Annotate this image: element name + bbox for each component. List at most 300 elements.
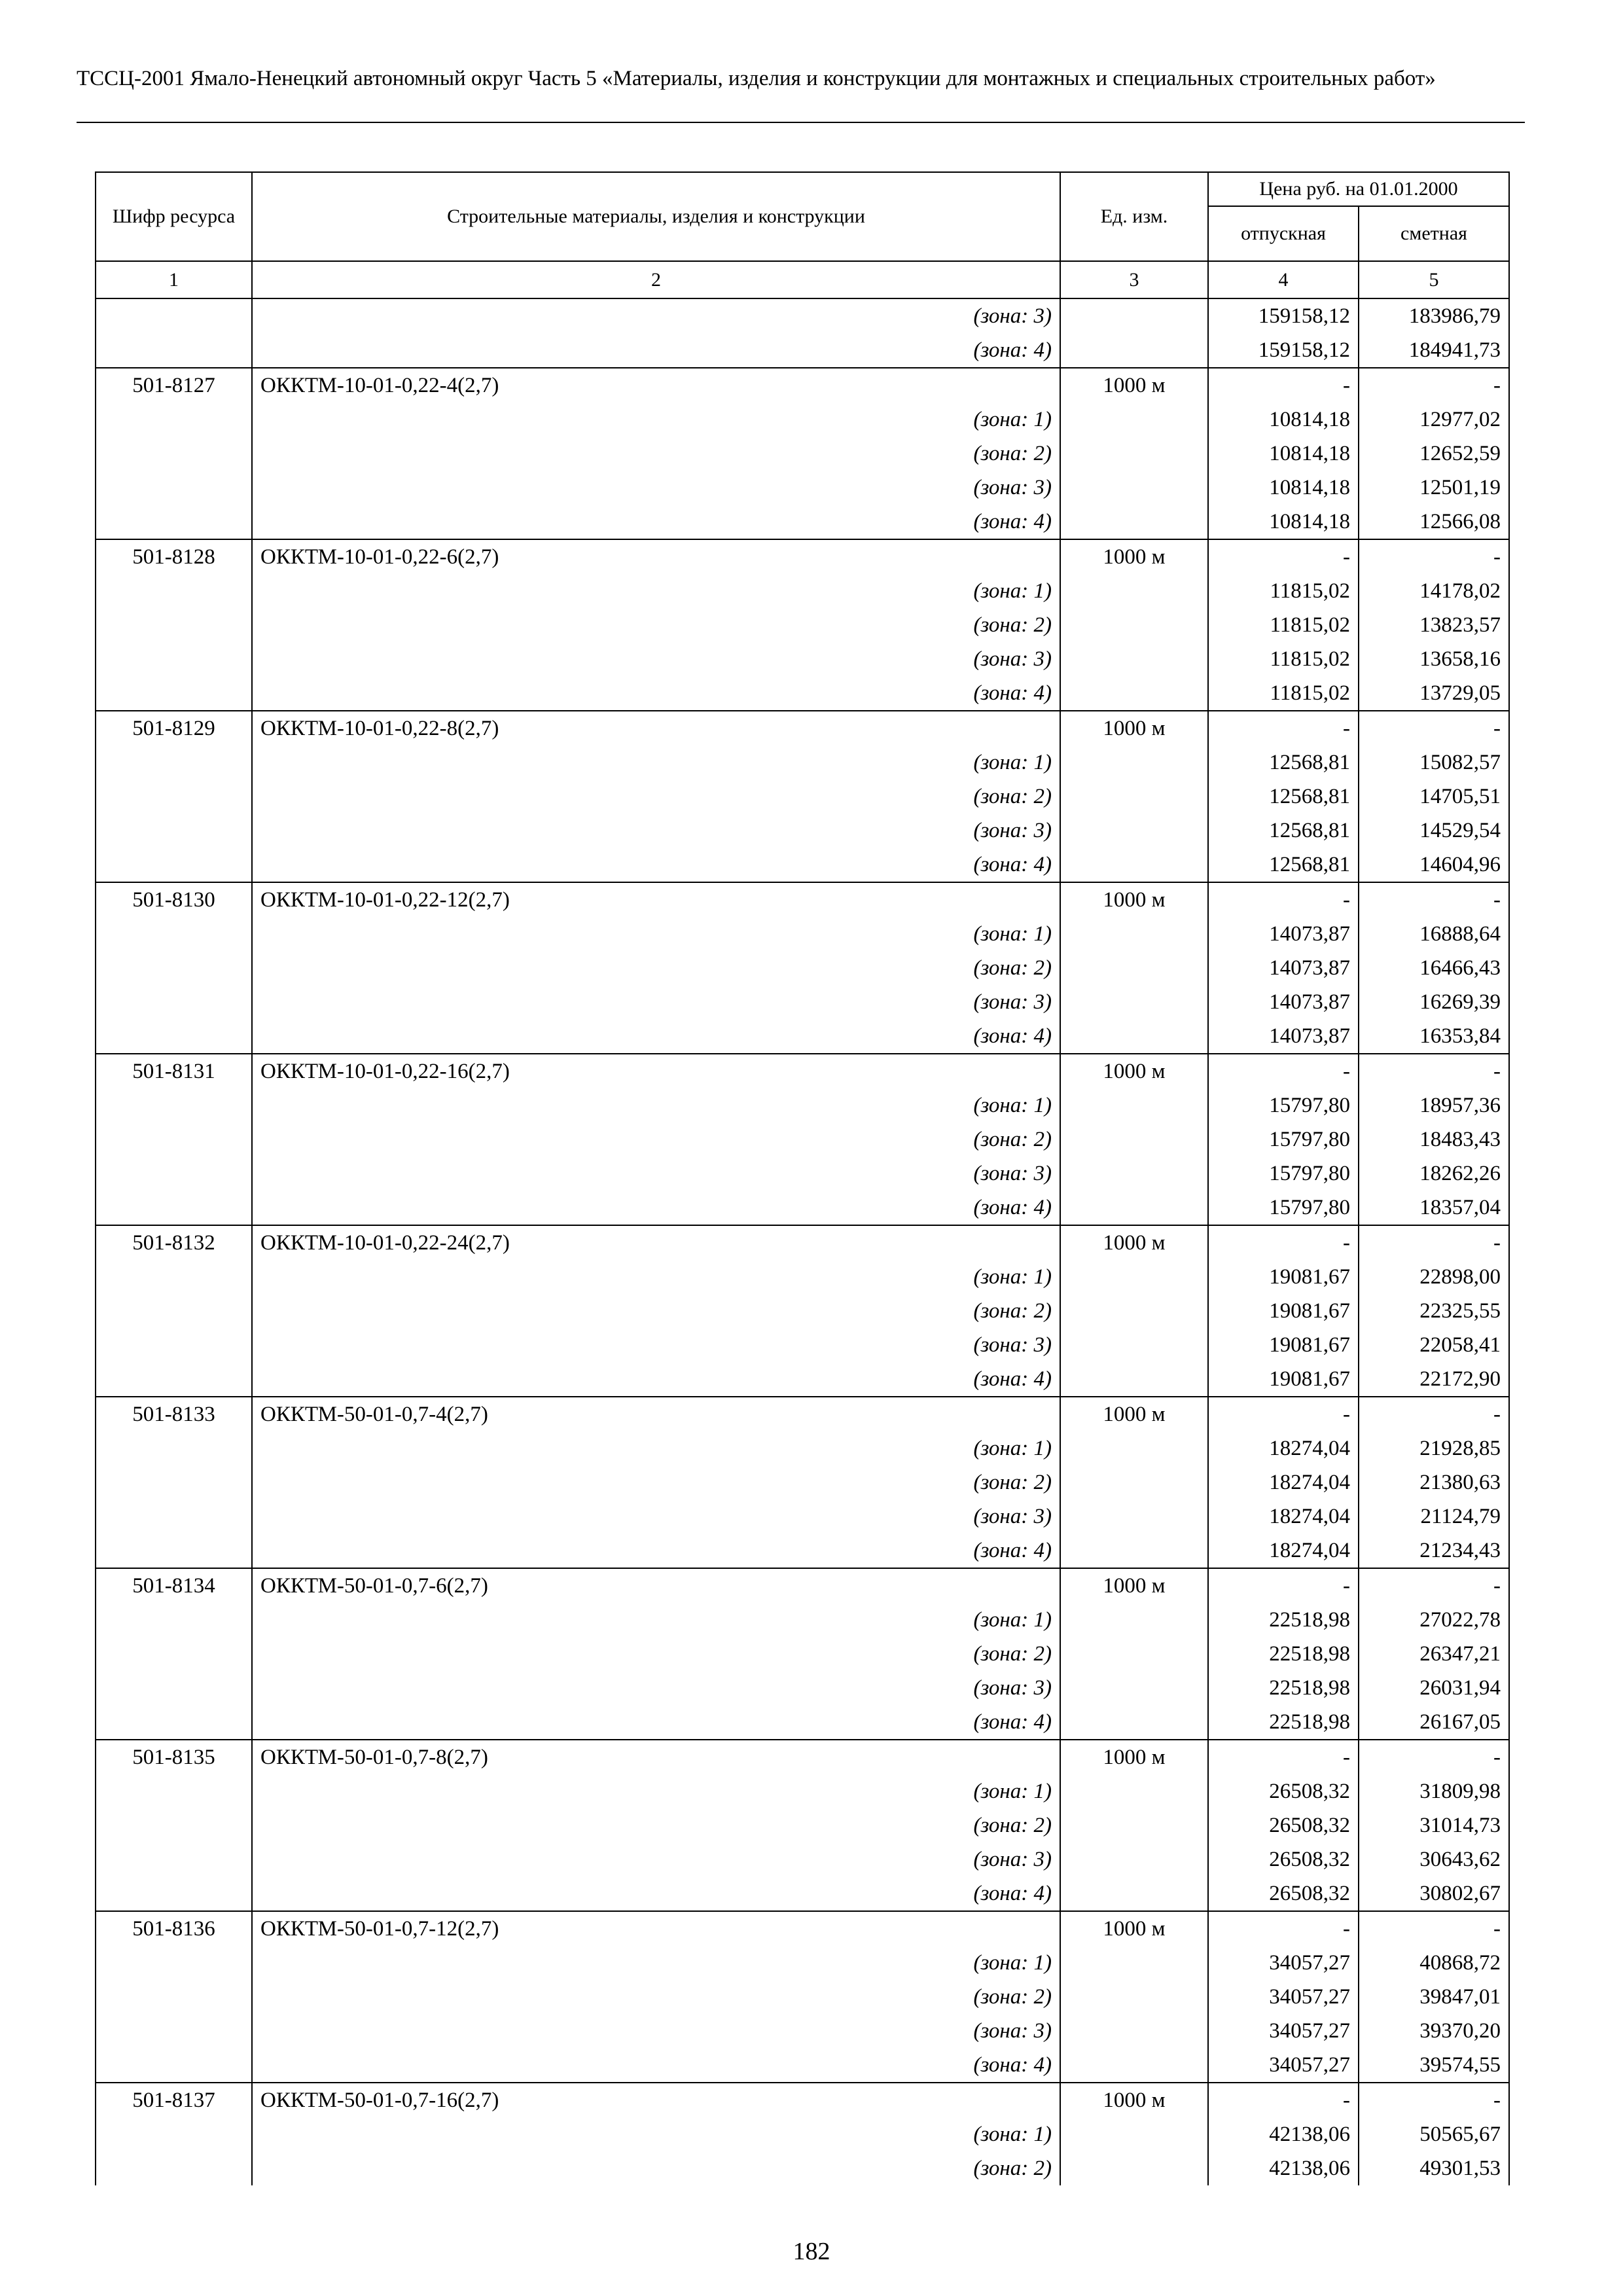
empty-cell bbox=[96, 403, 252, 437]
release-price: 26508,32 bbox=[1208, 1774, 1359, 1808]
estimate-price: 26031,94 bbox=[1359, 1671, 1509, 1705]
estimate-price: 18262,26 bbox=[1359, 1157, 1509, 1191]
price-table bbox=[95, 171, 1510, 2185]
release-price: 15797,80 bbox=[1208, 1191, 1359, 1225]
empty-cell bbox=[96, 1980, 252, 2014]
empty-cell bbox=[96, 1842, 252, 1876]
estimate-price: 12501,19 bbox=[1359, 471, 1509, 505]
table-row-zone bbox=[96, 642, 1509, 676]
table-row-zone bbox=[96, 1671, 1509, 1705]
empty-cell bbox=[1060, 642, 1208, 676]
empty-cell bbox=[1060, 1980, 1208, 2014]
release-price: 22518,98 bbox=[1208, 1705, 1359, 1740]
estimate-price: 30802,67 bbox=[1359, 1876, 1509, 1911]
col-header-price-group: Цена руб. на 01.01.2000 bbox=[1208, 172, 1509, 206]
empty-cell bbox=[1060, 1465, 1208, 1499]
empty-cell bbox=[1060, 471, 1208, 505]
release-price: 19081,67 bbox=[1208, 1294, 1359, 1328]
release-price: - bbox=[1208, 711, 1359, 745]
zone-label: (зона: 3) bbox=[252, 1499, 1060, 1534]
zone-label: (зона: 4) bbox=[252, 1019, 1060, 1054]
empty-cell bbox=[96, 1019, 252, 1054]
zone-label: (зона: 3) bbox=[252, 1328, 1060, 1362]
estimate-price: 16269,39 bbox=[1359, 985, 1509, 1019]
material-name: ОККТМ-10-01-0,22-8(2,7) bbox=[252, 711, 1060, 745]
zone-label: (зона: 4) bbox=[252, 676, 1060, 711]
empty-cell bbox=[96, 1946, 252, 1980]
empty-cell bbox=[1060, 1499, 1208, 1534]
estimate-price: - bbox=[1359, 1568, 1509, 1603]
table-row-zone bbox=[96, 951, 1509, 985]
estimate-price: - bbox=[1359, 539, 1509, 574]
empty-cell bbox=[1060, 1122, 1208, 1157]
col-number: 5 bbox=[1359, 261, 1509, 298]
estimate-price: 16888,64 bbox=[1359, 917, 1509, 951]
table-row-zone bbox=[96, 1328, 1509, 1362]
table-row-item bbox=[96, 539, 1509, 574]
empty-cell bbox=[1060, 505, 1208, 539]
table-row-zone bbox=[96, 2117, 1509, 2151]
estimate-price: 18357,04 bbox=[1359, 1191, 1509, 1225]
estimate-price: 31809,98 bbox=[1359, 1774, 1509, 1808]
col-header-unit: Ед. изм. bbox=[1060, 172, 1208, 261]
col-number: 3 bbox=[1060, 261, 1208, 298]
unit: 1000 м bbox=[1060, 368, 1208, 403]
empty-cell bbox=[96, 1671, 252, 1705]
table-row-zone bbox=[96, 471, 1509, 505]
estimate-price: 21380,63 bbox=[1359, 1465, 1509, 1499]
estimate-price: 16353,84 bbox=[1359, 1019, 1509, 1054]
table-row-item bbox=[96, 1225, 1509, 1260]
empty-cell bbox=[96, 1362, 252, 1397]
empty-cell bbox=[1060, 1260, 1208, 1294]
release-price: 12568,81 bbox=[1208, 780, 1359, 814]
release-price: 26508,32 bbox=[1208, 1808, 1359, 1842]
release-price: 26508,32 bbox=[1208, 1842, 1359, 1876]
empty-cell bbox=[96, 676, 252, 711]
table-row-item bbox=[96, 368, 1509, 403]
table-row-zone bbox=[96, 1876, 1509, 1911]
table-row-zone bbox=[96, 1362, 1509, 1397]
zone-label: (зона: 3) bbox=[252, 1671, 1060, 1705]
table-row-zone bbox=[96, 1534, 1509, 1568]
zone-label: (зона: 4) bbox=[252, 1534, 1060, 1568]
resource-code: 501-8136 bbox=[96, 1911, 252, 1946]
empty-cell bbox=[1060, 1431, 1208, 1465]
unit: 1000 м bbox=[1060, 1568, 1208, 1603]
estimate-price: 39370,20 bbox=[1359, 2014, 1509, 2048]
table-row-item bbox=[96, 1054, 1509, 1088]
estimate-price: 13729,05 bbox=[1359, 676, 1509, 711]
zone-label: (зона: 2) bbox=[252, 1980, 1060, 2014]
empty-cell bbox=[96, 814, 252, 848]
estimate-price: - bbox=[1359, 711, 1509, 745]
empty-cell bbox=[1060, 1191, 1208, 1225]
table-row-zone bbox=[96, 1980, 1509, 2014]
table-row-zone bbox=[96, 1260, 1509, 1294]
empty-cell bbox=[96, 917, 252, 951]
estimate-price: 22898,00 bbox=[1359, 1260, 1509, 1294]
zone-label: (зона: 1) bbox=[252, 2117, 1060, 2151]
material-name: ОККТМ-10-01-0,22-6(2,7) bbox=[252, 539, 1060, 574]
unit: 1000 м bbox=[1060, 882, 1208, 917]
zone-label: (зона: 2) bbox=[252, 608, 1060, 642]
empty-cell bbox=[96, 1294, 252, 1328]
release-price: 11815,02 bbox=[1208, 608, 1359, 642]
material-name: ОККТМ-50-01-0,7-4(2,7) bbox=[252, 1397, 1060, 1431]
release-price: 12568,81 bbox=[1208, 745, 1359, 780]
zone-label: (зона: 4) bbox=[252, 1362, 1060, 1397]
table-row-zone bbox=[96, 298, 1509, 333]
release-price: 15797,80 bbox=[1208, 1122, 1359, 1157]
zone-label: (зона: 1) bbox=[252, 403, 1060, 437]
unit: 1000 м bbox=[1060, 1397, 1208, 1431]
estimate-price: 40868,72 bbox=[1359, 1946, 1509, 1980]
empty-cell bbox=[1060, 437, 1208, 471]
table-body bbox=[96, 298, 1509, 2185]
estimate-price: 21928,85 bbox=[1359, 1431, 1509, 1465]
empty-cell bbox=[1060, 745, 1208, 780]
empty-cell bbox=[1060, 1157, 1208, 1191]
empty-cell bbox=[96, 333, 252, 368]
estimate-price: 13658,16 bbox=[1359, 642, 1509, 676]
resource-code: 501-8133 bbox=[96, 1397, 252, 1431]
col-number: 2 bbox=[252, 261, 1060, 298]
release-price: 22518,98 bbox=[1208, 1671, 1359, 1705]
release-price: 18274,04 bbox=[1208, 1499, 1359, 1534]
empty-cell bbox=[1060, 1603, 1208, 1637]
unit: 1000 м bbox=[1060, 539, 1208, 574]
zone-label: (зона: 1) bbox=[252, 1774, 1060, 1808]
empty-cell bbox=[1060, 2151, 1208, 2185]
estimate-price: 14178,02 bbox=[1359, 574, 1509, 608]
release-price: 22518,98 bbox=[1208, 1637, 1359, 1671]
empty-cell bbox=[1060, 403, 1208, 437]
zone-label: (зона: 2) bbox=[252, 1637, 1060, 1671]
empty-cell bbox=[96, 780, 252, 814]
empty-cell bbox=[96, 1637, 252, 1671]
release-price: 22518,98 bbox=[1208, 1603, 1359, 1637]
estimate-price: 184941,73 bbox=[1359, 333, 1509, 368]
release-price: 11815,02 bbox=[1208, 642, 1359, 676]
empty-cell bbox=[96, 1088, 252, 1122]
empty-cell bbox=[1060, 333, 1208, 368]
resource-code: 501-8129 bbox=[96, 711, 252, 745]
estimate-price: - bbox=[1359, 368, 1509, 403]
release-price: - bbox=[1208, 1397, 1359, 1431]
release-price: 18274,04 bbox=[1208, 1534, 1359, 1568]
release-price: 18274,04 bbox=[1208, 1465, 1359, 1499]
estimate-price: 183986,79 bbox=[1359, 298, 1509, 333]
material-name: ОККТМ-10-01-0,22-24(2,7) bbox=[252, 1225, 1060, 1260]
empty-cell bbox=[1060, 1294, 1208, 1328]
table-row-zone bbox=[96, 403, 1509, 437]
release-price: 14073,87 bbox=[1208, 951, 1359, 985]
empty-cell bbox=[1060, 2048, 1208, 2083]
empty-cell bbox=[96, 1499, 252, 1534]
empty-cell bbox=[1060, 780, 1208, 814]
empty-cell bbox=[1060, 608, 1208, 642]
release-price: - bbox=[1208, 882, 1359, 917]
estimate-price: 12566,08 bbox=[1359, 505, 1509, 539]
table-row-zone bbox=[96, 2151, 1509, 2185]
table-row-zone bbox=[96, 917, 1509, 951]
empty-cell bbox=[96, 1260, 252, 1294]
empty-cell bbox=[96, 1122, 252, 1157]
empty-cell bbox=[1060, 1019, 1208, 1054]
estimate-price: 18957,36 bbox=[1359, 1088, 1509, 1122]
table-row-item bbox=[96, 1568, 1509, 1603]
release-price: 34057,27 bbox=[1208, 2048, 1359, 2083]
col-header-estimate-price: сметная bbox=[1359, 206, 1509, 261]
estimate-price: 22325,55 bbox=[1359, 1294, 1509, 1328]
empty-cell bbox=[1060, 1637, 1208, 1671]
release-price: 26508,32 bbox=[1208, 1876, 1359, 1911]
empty-cell bbox=[1060, 2014, 1208, 2048]
table-row-zone bbox=[96, 1088, 1509, 1122]
zone-label: (зона: 1) bbox=[252, 1603, 1060, 1637]
col-header-release-price: отпускная bbox=[1208, 206, 1359, 261]
estimate-price: 18483,43 bbox=[1359, 1122, 1509, 1157]
zone-label: (зона: 2) bbox=[252, 2151, 1060, 2185]
estimate-price: 21124,79 bbox=[1359, 1499, 1509, 1534]
table-row-zone bbox=[96, 333, 1509, 368]
table-row-zone bbox=[96, 1603, 1509, 1637]
empty-cell bbox=[96, 505, 252, 539]
estimate-price: 49301,53 bbox=[1359, 2151, 1509, 2185]
resource-code: 501-8127 bbox=[96, 368, 252, 403]
table-row-zone bbox=[96, 574, 1509, 608]
empty-cell bbox=[1060, 1808, 1208, 1842]
col-number: 4 bbox=[1208, 261, 1359, 298]
table-row-item bbox=[96, 1740, 1509, 1774]
zone-label: (зона: 2) bbox=[252, 780, 1060, 814]
zone-label: (зона: 3) bbox=[252, 814, 1060, 848]
release-price: - bbox=[1208, 1740, 1359, 1774]
empty-cell bbox=[1060, 814, 1208, 848]
release-price: 15797,80 bbox=[1208, 1088, 1359, 1122]
table-row-zone bbox=[96, 1465, 1509, 1499]
unit: 1000 м bbox=[1060, 1740, 1208, 1774]
table-row-zone bbox=[96, 1637, 1509, 1671]
table-row-zone bbox=[96, 814, 1509, 848]
page-number: 182 bbox=[793, 2238, 830, 2265]
material-name: ОККТМ-50-01-0,7-6(2,7) bbox=[252, 1568, 1060, 1603]
empty-cell bbox=[1060, 1671, 1208, 1705]
estimate-price: 26167,05 bbox=[1359, 1705, 1509, 1740]
release-price: 12568,81 bbox=[1208, 814, 1359, 848]
release-price: 14073,87 bbox=[1208, 917, 1359, 951]
empty-cell bbox=[1060, 1774, 1208, 1808]
estimate-price: 15082,57 bbox=[1359, 745, 1509, 780]
col-header-code: Шифр ресурса bbox=[96, 172, 252, 261]
release-price: 18274,04 bbox=[1208, 1431, 1359, 1465]
empty-cell bbox=[96, 1465, 252, 1499]
release-price: 19081,67 bbox=[1208, 1260, 1359, 1294]
table-row-zone bbox=[96, 2048, 1509, 2083]
zone-label: (зона: 3) bbox=[252, 471, 1060, 505]
release-price: - bbox=[1208, 368, 1359, 403]
release-price: 19081,67 bbox=[1208, 1328, 1359, 1362]
release-price: - bbox=[1208, 1568, 1359, 1603]
unit: 1000 м bbox=[1060, 1054, 1208, 1088]
zone-label: (зона: 2) bbox=[252, 951, 1060, 985]
empty-cell bbox=[1060, 1842, 1208, 1876]
table-row-zone bbox=[96, 437, 1509, 471]
empty-cell bbox=[1060, 848, 1208, 882]
zone-label: (зона: 3) bbox=[252, 642, 1060, 676]
zone-label: (зона: 1) bbox=[252, 1431, 1060, 1465]
table-row-zone bbox=[96, 608, 1509, 642]
table-row-zone bbox=[96, 848, 1509, 882]
empty-cell bbox=[96, 574, 252, 608]
zone-label: (зона: 1) bbox=[252, 745, 1060, 780]
estimate-price: - bbox=[1359, 1054, 1509, 1088]
empty-cell bbox=[96, 1191, 252, 1225]
release-price: 34057,27 bbox=[1208, 1980, 1359, 2014]
empty-cell bbox=[96, 985, 252, 1019]
estimate-price: - bbox=[1359, 1911, 1509, 1946]
resource-code: 501-8128 bbox=[96, 539, 252, 574]
estimate-price: 39847,01 bbox=[1359, 1980, 1509, 2014]
table-row-item bbox=[96, 1911, 1509, 1946]
estimate-price: - bbox=[1359, 2083, 1509, 2117]
empty-cell bbox=[96, 437, 252, 471]
table-head bbox=[96, 172, 1509, 298]
resource-code: 501-8134 bbox=[96, 1568, 252, 1603]
zone-label: (зона: 1) bbox=[252, 574, 1060, 608]
table-row-zone bbox=[96, 1842, 1509, 1876]
release-price: 12568,81 bbox=[1208, 848, 1359, 882]
col-number: 1 bbox=[96, 261, 252, 298]
empty-cell bbox=[1060, 1534, 1208, 1568]
estimate-price: - bbox=[1359, 1225, 1509, 1260]
empty-cell bbox=[96, 642, 252, 676]
zone-label: (зона: 4) bbox=[252, 1191, 1060, 1225]
empty-cell bbox=[1060, 1362, 1208, 1397]
col-header-name: Строительные материалы, изделия и конструкции bbox=[252, 172, 1060, 261]
document-header: ТССЦ-2001 Ямало-Ненецкий автономный округ Часть 5 «Материалы, изделия и конструкции для монтажных и специальных строительных работ» bbox=[77, 67, 1436, 90]
zone-label: (зона: 2) bbox=[252, 1122, 1060, 1157]
estimate-price: 14529,54 bbox=[1359, 814, 1509, 848]
zone-label: (зона: 3) bbox=[252, 298, 1060, 333]
estimate-price: 26347,21 bbox=[1359, 1637, 1509, 1671]
zone-label: (зона: 2) bbox=[252, 1808, 1060, 1842]
unit: 1000 м bbox=[1060, 2083, 1208, 2117]
table-row-item bbox=[96, 711, 1509, 745]
table-row-zone bbox=[96, 1019, 1509, 1054]
material-name: ОККТМ-50-01-0,7-8(2,7) bbox=[252, 1740, 1060, 1774]
zone-label: (зона: 4) bbox=[252, 848, 1060, 882]
estimate-price: - bbox=[1359, 1397, 1509, 1431]
table-row-zone bbox=[96, 1705, 1509, 1740]
table-row-zone bbox=[96, 1774, 1509, 1808]
release-price: - bbox=[1208, 1054, 1359, 1088]
estimate-price: 50565,67 bbox=[1359, 2117, 1509, 2151]
release-price: - bbox=[1208, 1225, 1359, 1260]
resource-code: 501-8131 bbox=[96, 1054, 252, 1088]
empty-cell bbox=[96, 1328, 252, 1362]
empty-cell bbox=[1060, 1705, 1208, 1740]
estimate-price: 22172,90 bbox=[1359, 1362, 1509, 1397]
empty-cell bbox=[96, 1705, 252, 1740]
zone-label: (зона: 3) bbox=[252, 985, 1060, 1019]
table-row-zone bbox=[96, 985, 1509, 1019]
empty-cell bbox=[96, 1876, 252, 1911]
zone-label: (зона: 3) bbox=[252, 1842, 1060, 1876]
zone-label: (зона: 1) bbox=[252, 1088, 1060, 1122]
release-price: 10814,18 bbox=[1208, 403, 1359, 437]
empty-cell bbox=[96, 1431, 252, 1465]
material-name: ОККТМ-50-01-0,7-12(2,7) bbox=[252, 1911, 1060, 1946]
release-price: - bbox=[1208, 2083, 1359, 2117]
empty-cell bbox=[1060, 1328, 1208, 1362]
table-row-item bbox=[96, 2083, 1509, 2117]
resource-code: 501-8132 bbox=[96, 1225, 252, 1260]
table-row-zone bbox=[96, 1808, 1509, 1842]
empty-cell bbox=[96, 745, 252, 780]
empty-cell bbox=[96, 2117, 252, 2151]
empty-cell bbox=[1060, 1088, 1208, 1122]
table-row-zone bbox=[96, 676, 1509, 711]
release-price: 10814,18 bbox=[1208, 437, 1359, 471]
release-price: 34057,27 bbox=[1208, 1946, 1359, 1980]
material-name: ОККТМ-10-01-0,22-16(2,7) bbox=[252, 1054, 1060, 1088]
estimate-price: 14705,51 bbox=[1359, 780, 1509, 814]
estimate-price: 14604,96 bbox=[1359, 848, 1509, 882]
zone-label: (зона: 4) bbox=[252, 1876, 1060, 1911]
release-price: 42138,06 bbox=[1208, 2117, 1359, 2151]
unit: 1000 м bbox=[1060, 1225, 1208, 1260]
empty-cell bbox=[96, 608, 252, 642]
table-row-zone bbox=[96, 505, 1509, 539]
header-rule bbox=[77, 122, 1525, 123]
estimate-price: 16466,43 bbox=[1359, 951, 1509, 985]
zone-label: (зона: 2) bbox=[252, 1294, 1060, 1328]
empty-cell bbox=[96, 2151, 252, 2185]
release-price: 159158,12 bbox=[1208, 333, 1359, 368]
release-price: 11815,02 bbox=[1208, 574, 1359, 608]
release-price: 19081,67 bbox=[1208, 1362, 1359, 1397]
zone-label: (зона: 4) bbox=[252, 1705, 1060, 1740]
table-row-zone bbox=[96, 1499, 1509, 1534]
empty-cell bbox=[96, 298, 252, 333]
table-row-zone bbox=[96, 1431, 1509, 1465]
estimate-price: 22058,41 bbox=[1359, 1328, 1509, 1362]
table-row-zone bbox=[96, 1157, 1509, 1191]
release-price: 11815,02 bbox=[1208, 676, 1359, 711]
table-row-zone bbox=[96, 1946, 1509, 1980]
release-price: - bbox=[1208, 539, 1359, 574]
empty-cell bbox=[96, 1808, 252, 1842]
resource-code: 501-8130 bbox=[96, 882, 252, 917]
estimate-price: 12977,02 bbox=[1359, 403, 1509, 437]
estimate-price: 13823,57 bbox=[1359, 608, 1509, 642]
release-price: 14073,87 bbox=[1208, 1019, 1359, 1054]
estimate-price: 39574,55 bbox=[1359, 2048, 1509, 2083]
estimate-price: - bbox=[1359, 882, 1509, 917]
zone-label: (зона: 1) bbox=[252, 1260, 1060, 1294]
empty-cell bbox=[96, 1603, 252, 1637]
estimate-price: 12652,59 bbox=[1359, 437, 1509, 471]
empty-cell bbox=[96, 2014, 252, 2048]
release-price: - bbox=[1208, 1911, 1359, 1946]
estimate-price: 27022,78 bbox=[1359, 1603, 1509, 1637]
zone-label: (зона: 3) bbox=[252, 2014, 1060, 2048]
resource-code: 501-8135 bbox=[96, 1740, 252, 1774]
table-row-zone bbox=[96, 1294, 1509, 1328]
estimate-price: 30643,62 bbox=[1359, 1842, 1509, 1876]
